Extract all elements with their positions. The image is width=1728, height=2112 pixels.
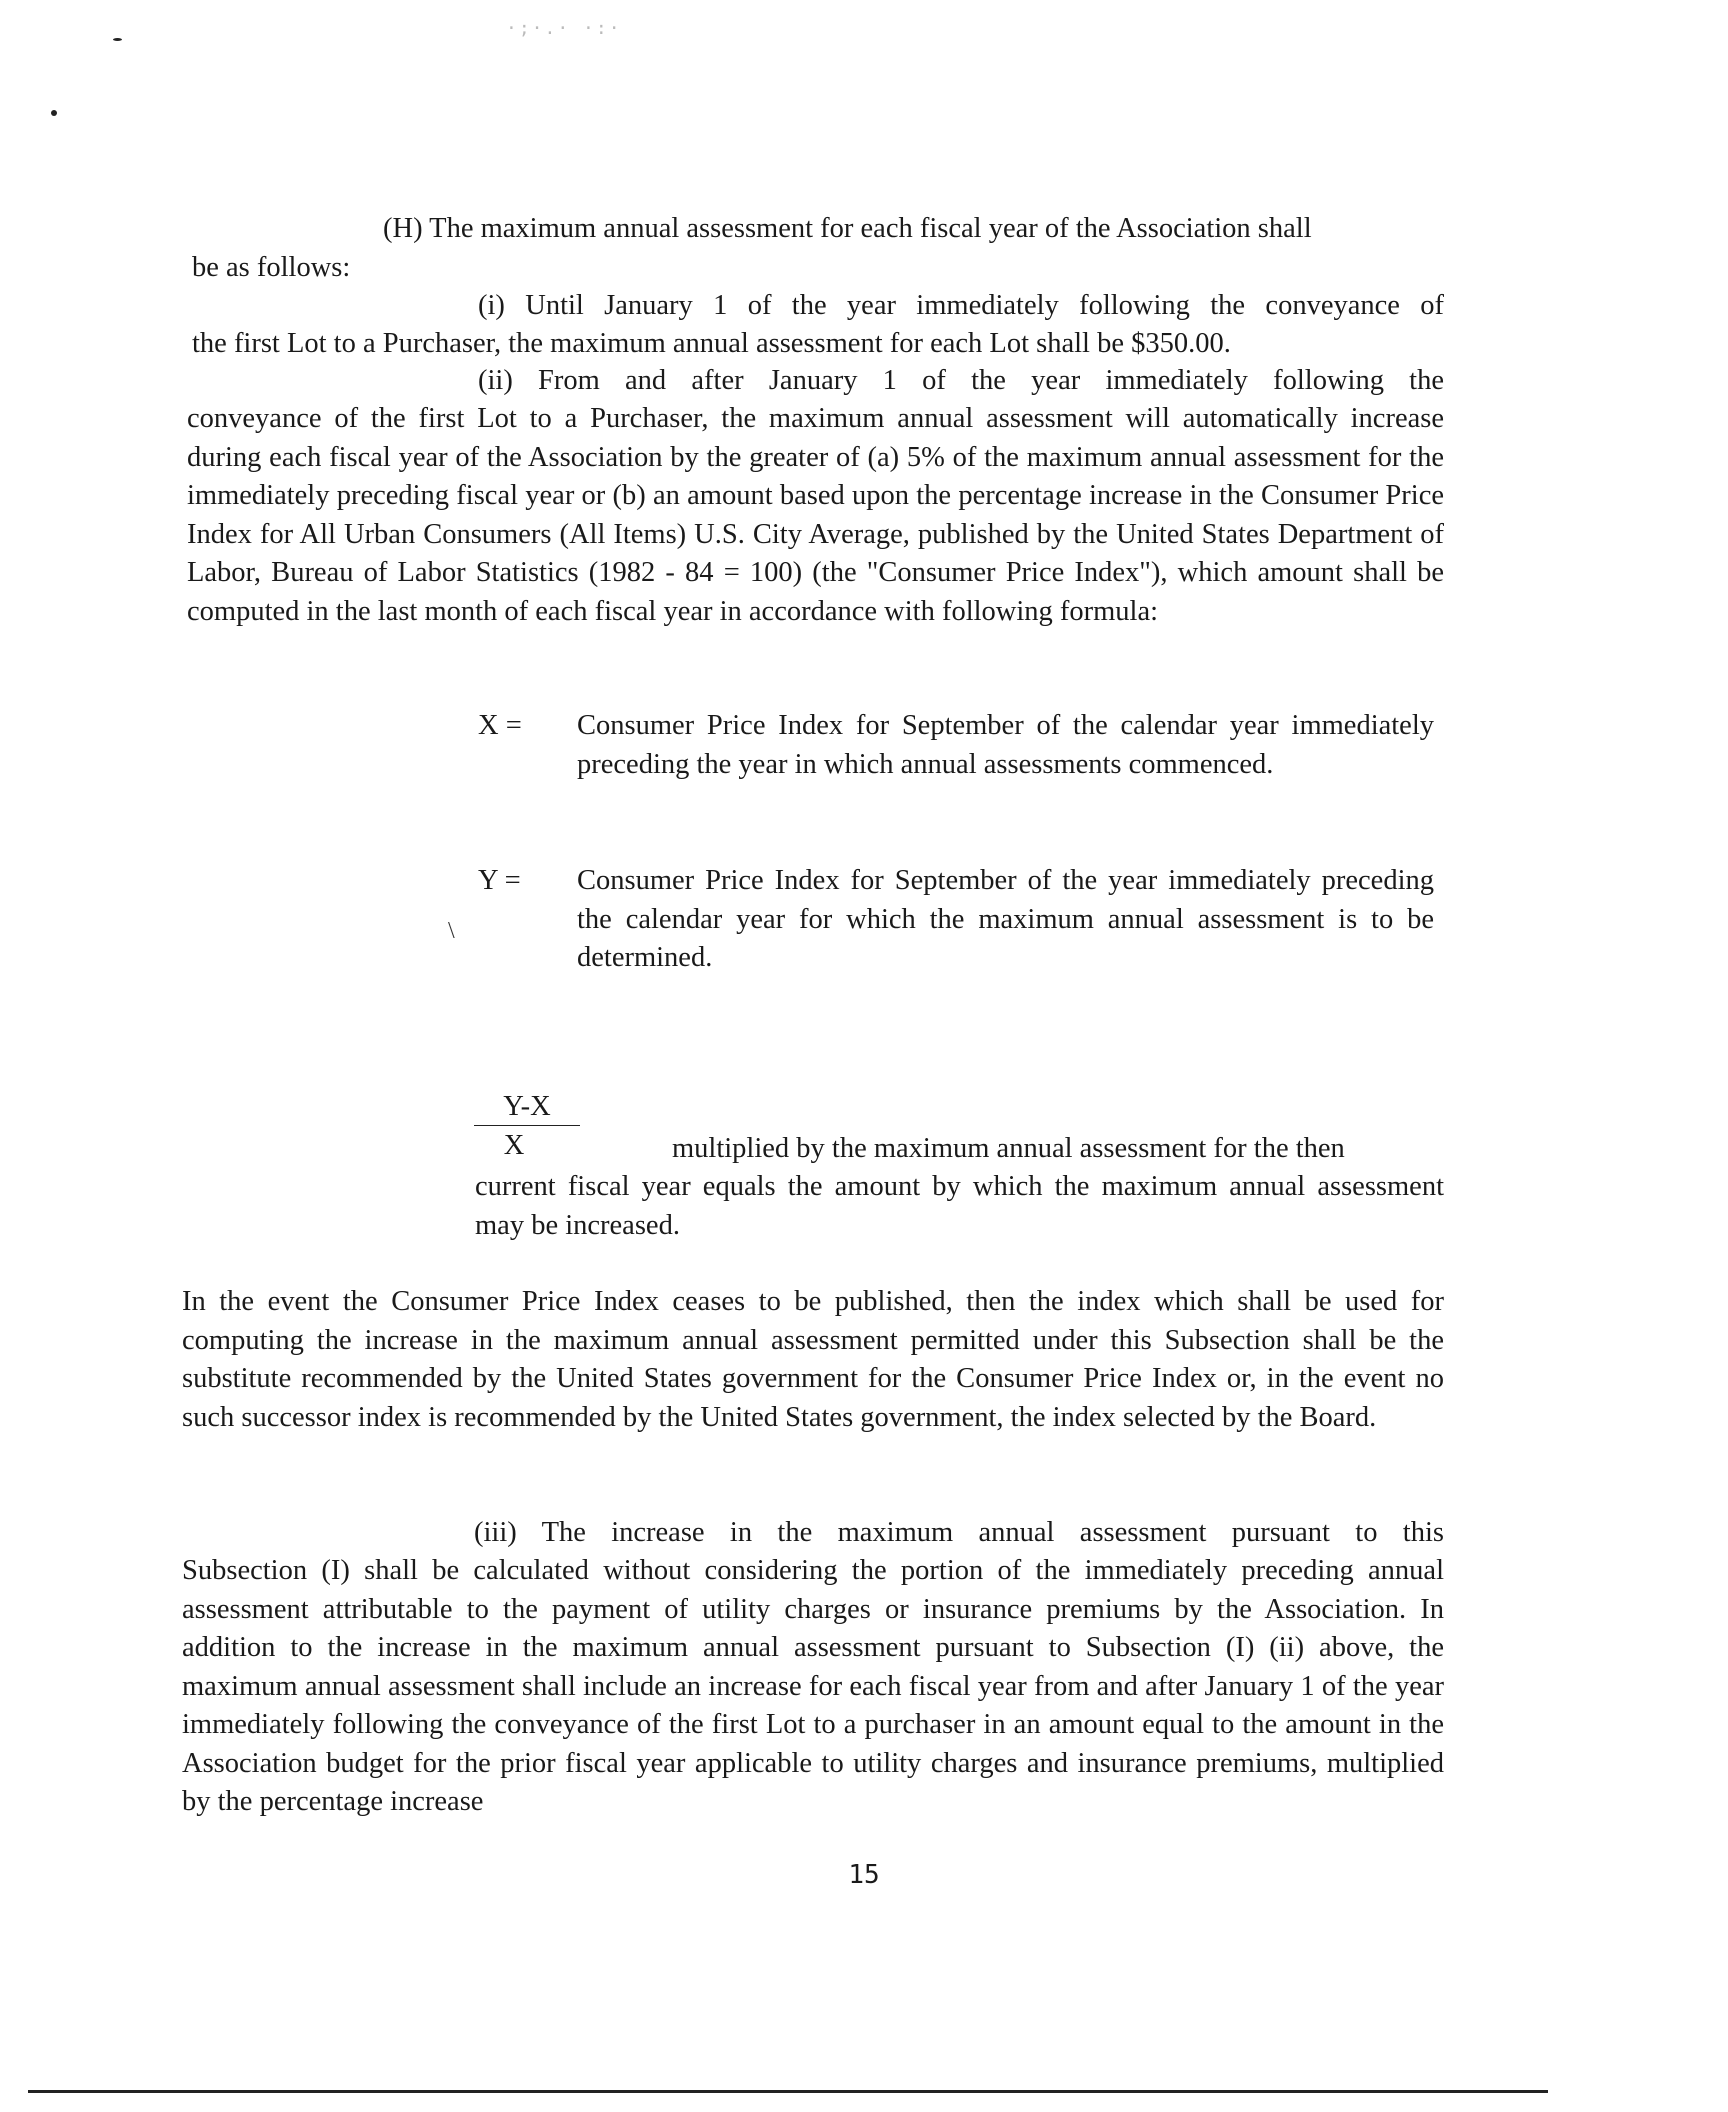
para-iii-first-line: (iii) The increase in the maximum annual assessment pursuant to this	[474, 1517, 1444, 1548]
scan-speck	[113, 38, 122, 41]
para-i-first-line: (i) Until January 1 of the year immediately following the conveyance of	[478, 290, 1444, 321]
def-y-label: Y =	[478, 865, 521, 896]
scan-speck	[51, 110, 57, 116]
formula-text-first-line: multiplied by the maximum annual assessment for the then	[672, 1133, 1345, 1164]
para-cpi-substitute: In the event the Consumer Price Index ceases to be published, then the index which shall be used for computing the increase in the maximum annual assessment permitted under this Subsection shall be the substitute recommended by the United States government for the Consumer Price Index or, in the event no such successor index is recommended by the United States government, the index selected by the Board.	[182, 1286, 1444, 1433]
bottom-scan-rule	[28, 2090, 1548, 2093]
para-iii-body: Subsection (I) shall be calculated without considering the portion of the immediately preceding annual assessment attributable to the payment of utility charges or insurance premiums by the Association. In addition to the increase in the maximum annual assessment pursuant to Subsection (I) (ii) above, the maximum annual assessment shall include an increase for each fiscal year from and after January 1 of the year immediately following the conveyance of the first Lot to a purchaser in an amount equal to the amount in the Association budget for the prior fiscal year applicable to utility charges and insurance premiums, multiplied by the percentage increase	[182, 1555, 1444, 1817]
para-h-first-line: (H) The maximum annual assessment for each fiscal year of the Association shall	[383, 213, 1312, 244]
def-y-text: Consumer Price Index for September of the year immediately preceding the calendar year for which the maximum annual assessment is to be determined.	[577, 865, 1434, 973]
para-i-second-line: the first Lot to a Purchaser, the maximum annual assessment for each Lot shall be $350.00.	[192, 328, 1231, 359]
def-y-scan-mark: \	[448, 918, 455, 944]
def-x-text: Consumer Price Index for September of the calendar year immediately preceding the year in which annual assessments commenced.	[577, 710, 1434, 780]
para-h-second-line: be as follows:	[192, 252, 351, 283]
para-ii-body: conveyance of the first Lot to a Purchaser, the maximum annual assessment will automatically increase during each fiscal year of the Association by the greater of (a) 5% of the maximum annual assessment for the immediately preceding fiscal year or (b) an amount based upon the percentage increase in the Consumer Price Index for All Urban Consumers (All Items) U.S. City Average, published by the United States Department of Labor, Bureau of Labor Statistics (1982 - 84 = 100) (the "Consumer Price Index"), which amount shall be computed in the last month of each fiscal year in accordance with following formula:	[187, 403, 1444, 627]
def-x-label: X =	[478, 710, 522, 741]
scan-artifact-mark: ·;·.· ·:·	[506, 18, 622, 39]
page-number: 15	[848, 1860, 880, 1890]
formula-numerator: Y-X	[474, 1089, 580, 1126]
para-ii-first-line: (ii) From and after January 1 of the year immediately following the	[478, 365, 1444, 396]
formula-text-body: current fiscal year equals the amount by which the maximum annual assessment may be increased.	[475, 1171, 1444, 1241]
formula-denominator: X	[503, 1130, 525, 1161]
